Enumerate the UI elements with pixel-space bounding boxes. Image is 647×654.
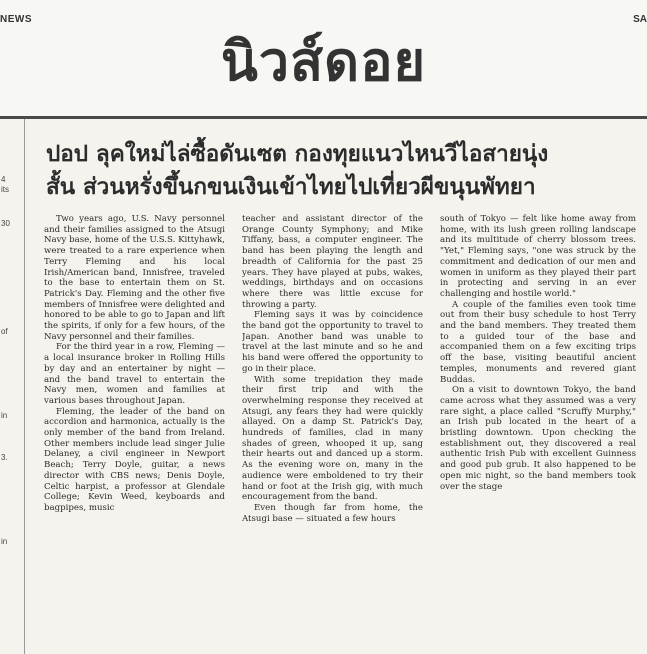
section-label-left: NEWS [0,14,32,25]
headline-line-1: ปอป ลุคใหม่ไล่ซื้อดันเซต กองทุยแนวไหนวีไอสายนุ่ง [46,141,549,167]
paragraph: Two years ago, U.S. Navy personnel and their families assigned to the Atsugi Navy base, home of the U.S.S. Kittyhawk, were treated to a rare experience when Terry Fleming and his local Irish/American band, Innisfree, traveled to the base to entertain them on St. Patrick's Day. Fleming and the other five members of Innisfree were delighted and honored to be able to go to Japan and lift the spirits, if only for a few hours, of the Navy personnel and their families. [44,214,225,342]
paragraph: A couple of the families even took time out from their busy schedule to host Terry and the band members. They treated them to a guided tour of the base and accompanied them on a few exciting trips off the base, visiting beautiful ancient temples, monuments and revered giant Buddas. [440,299,636,385]
margin-fragment: in [1,411,8,420]
masthead-area [0,0,647,118]
paragraph: Fleming, the leader of the band on accordion and harmonica, actually is the only member of the band from Ireland. Other members include lead singer Julie Delaney, a civil engineer in Newport Beach; Terry Doyle, guitar, a news director with CBS news; Denis Doyle, Celtic harpist, a professor at Glendale College; Kevin Weed, keyboards and bagpipes, music [44,406,225,513]
headline-line-2: สั้น ส่วนหรั่งขึ้นกขนเงินเข้าไทยไปเที่ยวผีขนุนพัทยา [46,174,536,200]
paragraph: Even though far from home, the Atsugi base — situated a few hours [242,502,423,524]
margin-fragment: 3. [1,453,8,462]
article-column-1 [44,214,225,652]
left-margin-column [0,119,25,654]
paragraph: south of Tokyo — felt like home away from home, with its lush green rolling landscape and its multitude of cherry blossom trees. "Yet," Fleming says, "one was struck by the commitment and dedication of our men and women in uniform as they played their part in protecting and serving in an ever challenging and hostile world." [440,214,636,299]
margin-fragment: of [1,327,8,336]
margin-fragment: in [1,537,8,546]
margin-fragment: 30 [1,219,10,228]
paragraph: On a visit to downtown Tokyo, the band came across what they assumed was a very rare sight, a place called "Scruffy Murphy," an Irish pub located in the heart of a bristling downtown. Upon checking the establishment out, they discovered a real authentic Irish Pub with excellent Guinness and good pub grub. It also happened to be open mic night, so the band members took over the stage [440,385,636,492]
section-label-right: SA [633,14,647,25]
article-column-2 [242,214,423,652]
paragraph: Fleming says it was by coincidence the band got the opportunity to travel to Japan. Another band was unable to travel at the last minute and so he and his band were offered the opportunity to go in their place. [242,310,423,374]
article-column-3 [440,214,636,652]
paragraph: teacher and assistant director of the Orange County Symphony; and Mike Tiffany, bass, a computer engineer. The band has been playing the length and breadth of California for the past 25 years. They have played at pubs, wakes, weddings, birthdays and on occasions where there was little excuse for throwing a party. [242,214,423,310]
masthead-title: นิวส์ดอย [220,30,427,93]
paragraph: For the third year in a row, Fleming — a local insurance broker in Rolling Hills by day and an entertainer by night — and the band travel to entertain the Navy men, women and families at various bases throughout Japan. [44,342,225,406]
paragraph: With some trepidation they made their first trip and with the overwhelming response they received at Atsugi, any fears they had were quickly allayed. On a damp St. Patrick's Day, hundreds of families, clad in many shades of green, whooped it up, sang their hearts out and danced up a storm. As the evening wore on, many in the audience were emboldened to try their hand or foot at the Irish gig, with much encouragement from the band. [242,374,423,503]
margin-fragment: its [1,185,9,194]
article-headline [46,138,644,204]
article-body [44,214,636,652]
masthead-divider [0,116,647,119]
margin-fragment: 4 [1,175,6,184]
